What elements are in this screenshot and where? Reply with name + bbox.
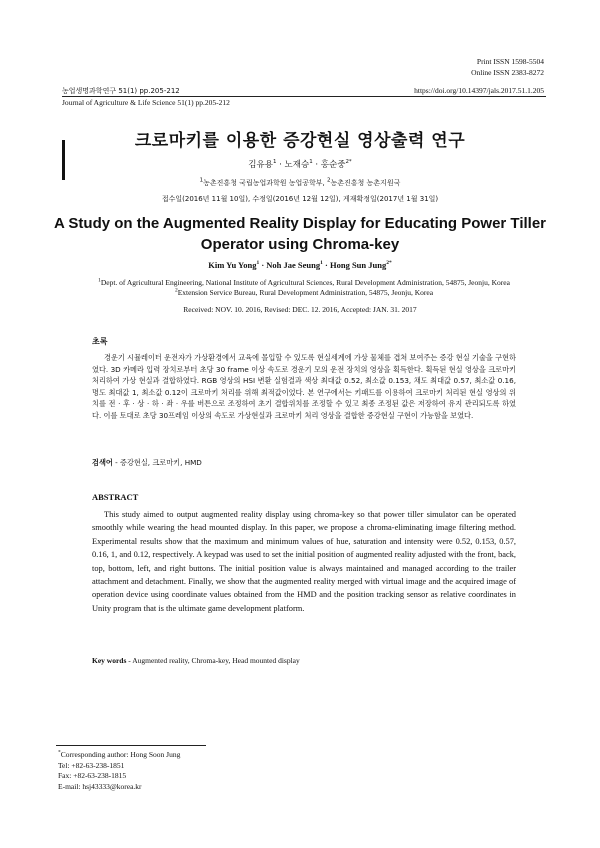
footnote — [58, 750, 358, 792]
dates-english: Received: NOV. 10. 2016, Revised: DEC. 12. 2016, Accepted: JAN. 31. 2017 — [183, 305, 417, 314]
footnote-rule — [56, 745, 206, 746]
author-1-ko-sup: 1 — [272, 159, 277, 166]
aff-en-sup-1: 1 — [98, 277, 101, 284]
author-1-en: Kim Yu Yong — [208, 260, 257, 270]
aff-en-line-2 — [62, 288, 546, 298]
authors-english — [0, 260, 600, 270]
keywords-korean-label: 검색어 — [92, 458, 113, 467]
aff-en-line-1 — [62, 278, 546, 288]
author-2-ko: 노재승 — [284, 160, 310, 170]
author-sep: · — [259, 260, 267, 270]
footnote-email[interactable]: E-mail: hsj43333@korea.kr — [58, 781, 142, 791]
author-sep: · — [312, 160, 321, 170]
author-2-en-sup: 1 — [320, 260, 323, 267]
abstract-korean-heading: 초록 — [92, 337, 108, 346]
affiliation-korean — [0, 178, 600, 188]
author-3-ko: 홍순중 — [320, 160, 346, 170]
keywords-korean — [92, 458, 516, 468]
header-rule — [62, 96, 546, 97]
doi-link[interactable]: https://doi.org/10.14397/jals.2017.51.1.205 — [414, 86, 544, 95]
keywords-english-list: - Augmented reality, Chroma-key, Head mounted display — [126, 656, 300, 665]
aff-ko-1: 농촌진흥청 국립농업과학원 농업공학부, — [203, 179, 327, 187]
author-3-ko-sup: 2* — [345, 159, 352, 166]
abstract-korean-body: 경운기 시뮬레이터 운전자가 가상환경에서 교육에 몰입할 수 있도록 현실세계에 가상 물체를 겹쳐 보여주는 증강 현실 기술을 구현하였다. 3D 카메라 입력 장치로부터 초당 30 frame 이상 속도로 경운기 모의 운전 장치의 영상을 획득한다. 획득된 현실 영상을 크로마키 처리하여 가상 현실과 결합하였다. RGB 영상의 HSI 변환 실험결과 색상 최대값 0.52, 최소값 0.153, 채도 최대값 0.57, 최소값 0.16, 명도 최대값 1, 최소값 0.12이 크로마키 처리를 위해 최적값이었다. 본 연구에서는 키패드를 이용하여 크로마키 처리된 현실 영상의 위치를 전 · 후 · 상 · 하 · 좌 · 우를 버튼으로 조정하여 초기 결합위치를 조정할 수 있고 최종 조정된 값은 저장하여 유지 관리되도록 하였다. 이를 토대로 초당 30프레임 이상의 속도로 가상현실과 크로마키 처리 영상을 결합한 증강현실 구현이 가능함을 보였다. — [92, 353, 516, 420]
author-2-en: Noh Jae Seung — [266, 260, 321, 270]
footnote-star: * — [58, 749, 61, 756]
title-english — [0, 213, 600, 255]
aff-en-2: Extension Service Bureau, Rural Development Administration, 54875, Jeonju, Korea — [177, 288, 434, 297]
author-1-en-sup: 1 — [256, 260, 260, 267]
author-2-ko-sup: 1 — [309, 159, 313, 166]
aff-ko-sup-1: 1 — [199, 177, 204, 184]
author-sep: · — [276, 160, 285, 170]
dates-korean: 접수일(2016년 11월 10일), 수정일(2016년 12월 12일), 게재확정일(2017년 1월 31일) — [161, 195, 439, 203]
online-issn: Online ISSN 2383-8272 — [471, 68, 544, 77]
aff-ko-2: 농촌진흥청 농촌지원국 — [330, 179, 401, 187]
author-1-ko: 김유용 — [248, 160, 273, 170]
title-english-line-2: Operator using Chroma-key — [200, 236, 400, 253]
print-issn: Print ISSN 1598-5504 — [476, 57, 544, 66]
title-english-line-1: A Study on the Augmented Reality Display for Educating Power Tiller — [53, 215, 547, 232]
aff-en-sup-2: 2 — [174, 287, 178, 294]
author-sep: · — [322, 260, 330, 270]
journal-korean-citation: 농업생명과학연구 51(1) pp.205-212 — [62, 87, 180, 95]
abstract-english-heading: ABSTRACT — [92, 492, 139, 502]
aff-en-1: Dept. of Agricultural Engineering, National Institute of Agricultural Sciences, Rural Development Administration, 54875, Jeonju, Korea — [100, 278, 510, 287]
footnote-corresponding — [58, 750, 358, 761]
keywords-korean-list: - 증강현실, 크로마키, HMD — [112, 458, 202, 467]
title-korean: 크로마키를 이용한 증강현실 영상출력 연구 — [134, 131, 466, 151]
abstract-english-body: This study aimed to output augmented reality display using chroma-key so that power tiller simulator can be operated smoothly while wearing the head mounted display. In this paper, we propose a chroma-eliminating image filtering method. Experimental results show that the maximum and minimum values of hue, saturation and intensity were 0.52, 0.153, 0.57, 0.16, 1, and 0.12, respectively. A keypad was used to set the initial position of augmented reality adjusted with the front, back, top, bottom, left, and right buttons. The initial position value is always maintained and managed according to the trailer attachment and detachment. Finally, we show that the augmented reality merged with virtual image and the acquired image of operation device using coordinate values obtained from the HMD and the position tracking sensor as relative coordinates in Unity program that is the ultimate game development platform. — [92, 510, 516, 613]
footnote-tel: Tel: +82-63-238-1851 — [58, 760, 125, 770]
keywords-english-label: Key words — [92, 656, 127, 665]
author-3-en: Hong Sun Jung — [329, 260, 387, 270]
author-3-en-sup: 2* — [386, 260, 392, 267]
authors-korean — [0, 158, 600, 170]
affiliation-english — [62, 278, 546, 298]
keywords-english — [92, 656, 516, 665]
footnote-fax: Fax: +82-63-238-1815 — [58, 771, 127, 780]
journal-english-citation: Journal of Agriculture & Life Science 51(1) pp.205-212 — [62, 98, 230, 107]
footnote-corresponding-text: Corresponding author: Hong Soon Jung — [60, 750, 181, 759]
aff-ko-sup-2: 2 — [327, 177, 331, 184]
